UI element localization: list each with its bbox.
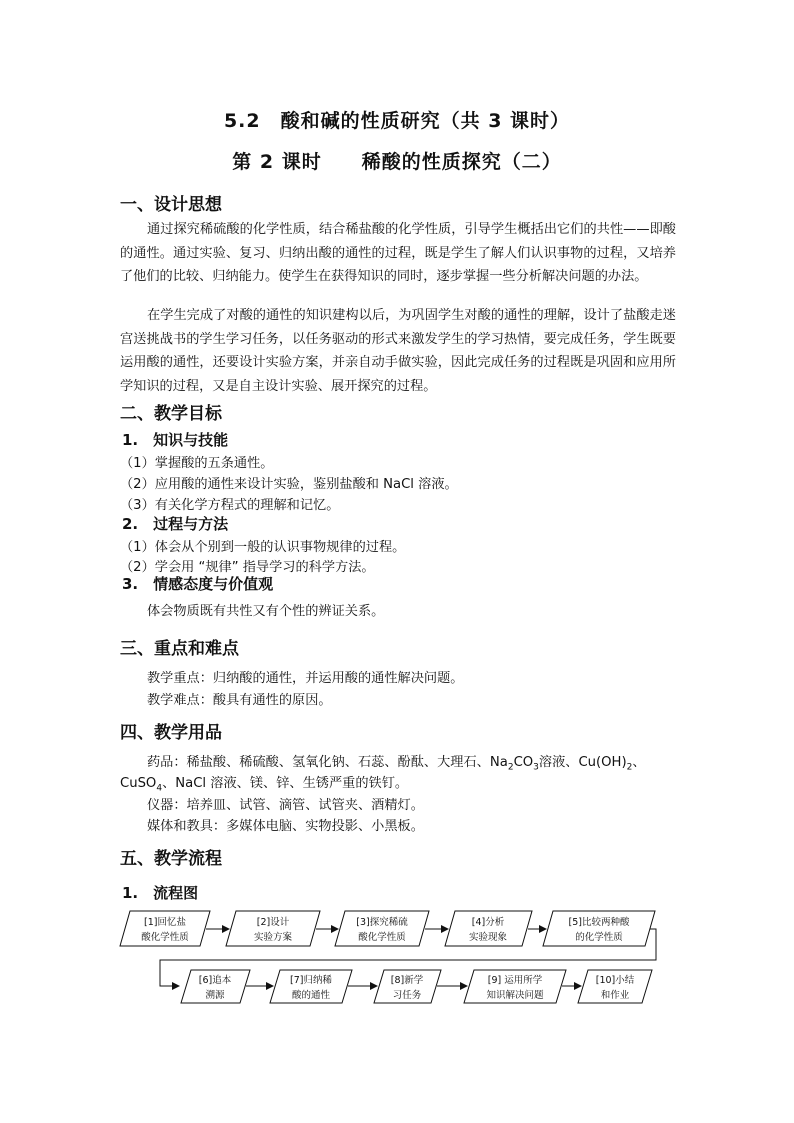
flow-label: [9] 运用所学 <box>487 975 543 986</box>
flow-label: 和作业 <box>600 990 630 1001</box>
drugs-line-1: 药品：稀盐酸、稀硫酸、氢氧化钠、石蕊、酚酞、大理石、$Na_2CO_3$溶液、$Cu(OH)_2$、 <box>147 755 646 773</box>
flow-label: [5]比较两种酸 <box>568 917 630 928</box>
flow-label: [3]探究稀硫 <box>356 917 408 928</box>
flow-label: [7]归纳稀 <box>290 975 332 986</box>
flow-label: [10]小结 <box>595 975 635 986</box>
flow-label: 酸的通性 <box>291 990 331 1001</box>
flow-label: [2]设计 <box>256 917 290 928</box>
flow-label: [8]新学 <box>390 975 424 986</box>
goal-item: （2）学会用 “规律” 指导学习的科学方法。 <box>120 560 375 575</box>
goal-item: 体会物质既有共性又有个性的辨证关系。 <box>147 604 385 619</box>
difficult-point: 教学难点：酸具有通性的原因。 <box>147 693 332 708</box>
flow-label: 酸化学性质 <box>358 932 406 943</box>
page-title: 5.2 酸和碱的性质研究（共 3 课时） <box>223 110 571 132</box>
drugs-line-2: CuSO$_4$、NaCl 溶液、镁、锌、生锈严重的铁钉。 <box>120 776 409 794</box>
goal-item: （1）掌握酸的五条通性。 <box>120 456 274 471</box>
media-line: 媒体和教具：多媒体电脑、实物投影、小黑板。 <box>147 819 424 834</box>
goal-item: （3）有关化学方程式的理解和记忆。 <box>120 498 340 513</box>
goal-subheading-process: 2. 过程与方法 <box>122 515 229 533</box>
flow-label: 的化学性质 <box>575 932 623 943</box>
design-paragraph-1: 通过探究稀硫酸的化学性质，结合稀盐酸的化学性质，引导学生概括出它们的共性——即酸的通性。通过实验、复习、归纳出酸的通性的过程，既是学生了解人们认识事物的过程，又培养了他们的比较、归纳能力。使学生在获得知识的同时，逐步掌握一些分析解决问题的办法。 <box>120 222 676 284</box>
section-heading-focus: 三、重点和难点 <box>120 639 239 659</box>
flow-label: 实验现象 <box>468 932 508 943</box>
instruments-line: 仪器：培养皿、试管、滴管、试管夹、酒精灯。 <box>147 798 424 813</box>
section-heading-goals: 二、教学目标 <box>120 404 222 424</box>
flow-label: [4]分析 <box>471 917 505 928</box>
section-heading-materials: 四、教学用品 <box>120 723 222 743</box>
key-point: 教学重点：归纳酸的通性，并运用酸的通性解决问题。 <box>147 671 464 686</box>
page-subtitle: 第 2 课时 稀酸的性质探究（二） <box>232 151 562 173</box>
goal-item: （1）体会从个别到一般的认识事物规律的过程。 <box>120 540 406 555</box>
section-heading-flow: 五、教学流程 <box>120 849 222 869</box>
design-paragraph-2: 在学生完成了对酸的通性的知识建构以后，为巩固学生对酸的通性的理解，设计了盐酸走迷宫送挑战书的学生学习任务，以任务驱动的形式来激发学生的学习热情，要完成任务，学生既要运用酸的通性，还要设计实验方案，并亲自动手做实验，因此完成任务的过程既是巩固和应用所学知识的过程，又是自主设计实验、展开探究的过程。 <box>120 308 676 394</box>
flow-label: 溯源 <box>205 990 225 1001</box>
flow-label: [6]追本 <box>198 975 232 986</box>
flow-label: 实验方案 <box>253 932 293 943</box>
flow-subheading-chart: 1. 流程图 <box>122 884 199 902</box>
flow-label: [1]回忆盐 <box>144 917 186 928</box>
flow-label: 知识解决问题 <box>486 990 544 1001</box>
goal-item: （2）应用酸的通性来设计实验，鉴别盐酸和 NaCl 溶液。 <box>120 477 458 492</box>
goal-subheading-attitude: 3. 情感态度与价值观 <box>122 575 274 593</box>
section-heading-design: 一、设计思想 <box>120 195 222 215</box>
goal-subheading-knowledge: 1. 知识与技能 <box>122 431 229 449</box>
flow-label: 酸化学性质 <box>141 932 189 943</box>
flow-label: 习任务 <box>392 990 422 1001</box>
